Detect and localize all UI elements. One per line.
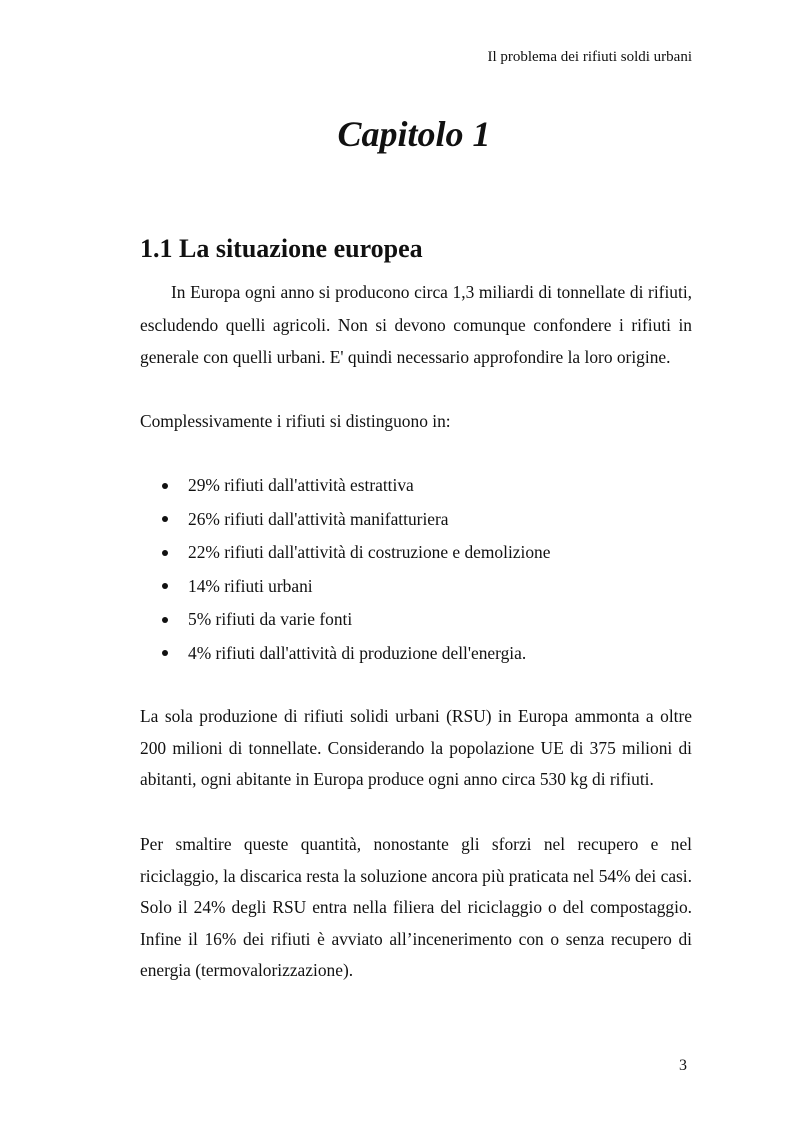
list-item <box>160 637 550 671</box>
intro-paragraph: In Europa ogni anno si producono circa 1,3 miliardi di tonnellate di rifiuti, escludendo quelli agricoli. Non si devono comunque confondere i rifiuti in generale con quelli urbani. E' quindi necessario approfondire la loro origine. <box>140 282 692 367</box>
list-item-text: 5% rifiuti da varie fonti <box>188 609 353 629</box>
bullet-icon <box>162 483 168 489</box>
list-item-text: 22% rifiuti dall'attività di costruzione e demolizione <box>188 542 551 562</box>
bullet-icon <box>162 583 168 589</box>
list-item <box>160 536 550 570</box>
bullet-icon <box>162 650 168 656</box>
waste-source-list <box>160 469 550 670</box>
running-header: Il problema dei rifiuti soldi urbani <box>487 49 692 65</box>
list-item <box>160 603 550 637</box>
bullet-icon <box>162 617 168 623</box>
chapter-title: Capitolo 1 <box>337 114 491 154</box>
list-item-text: 14% rifiuti urbani <box>188 575 313 596</box>
list-item <box>160 503 550 537</box>
list-item-text: 4% rifiuti dall'attività di produzione dell'energia. <box>188 642 527 663</box>
list-item-text: 29% rifiuti dall'attività estrattiva <box>188 475 414 495</box>
page-number: 3 <box>679 1057 687 1074</box>
list-item <box>160 570 550 604</box>
list-item-text: 26% rifiuti dall'attività manifatturiera <box>188 508 449 529</box>
list-item <box>160 469 550 503</box>
rsu-production-paragraph: La sola produzione di rifiuti solidi urbani (RSU) in Europa ammonta a oltre 200 milioni di tonnellate. Considerando la popolazione UE di 375 milioni di abitanti, ogni abitante in Europa produce ogni anno circa 530 kg di rifiuti. <box>140 706 692 789</box>
bullet-icon <box>162 516 168 522</box>
section-title: 1.1 La situazione europea <box>140 234 423 263</box>
bullet-icon <box>162 550 168 556</box>
list-intro: Complessivamente i rifiuti si distinguono in: <box>140 411 451 431</box>
disposal-paragraph: Per smaltire queste quantità, nonostante gli sforzi nel recupero e nel riciclaggio, la discarica resta la soluzione ancora più praticata nel 54% dei casi. Solo il 24% degli RSU entra nella filiera del riciclaggio o del compostaggio. Infine il 16% dei rifiuti è avviato all’incenerimento con o senza recupero di energia (termovalorizzazione). <box>140 834 692 980</box>
